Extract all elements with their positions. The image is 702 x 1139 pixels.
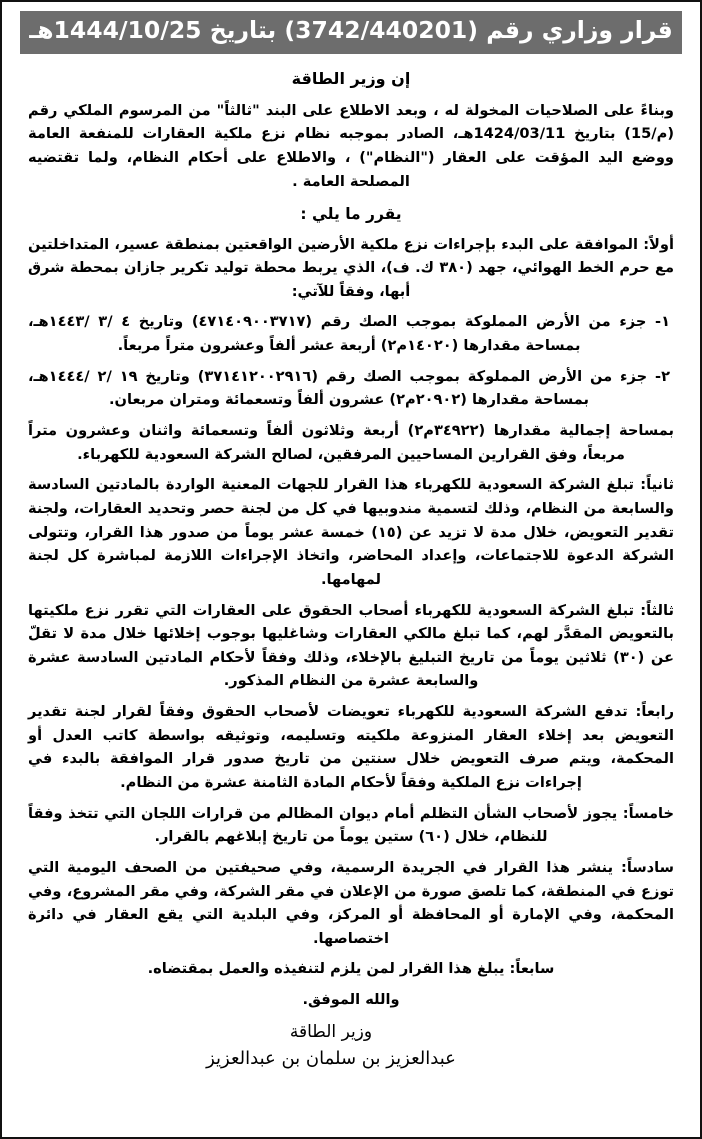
preamble-paragraph: وبناءً على الصلاحيات المخولة له ، وبعد الاطلاع على البند "ثالثاً" من المرسوم الملكي رقم (م/15) بتاريخ 1424/03/11هـ، الصادر بموجبه نظام نزع ملكية العقارات للمنفعة العامة ووضع اليد المؤقت على العقار ("النظام") ، والاطلاع على أحكام النظام، ولما تقتضيه المصلحة العامة . bbox=[28, 101, 674, 190]
decree-number-title: قرار وزاري رقم (3742/440201) بتاريخ 1444/10/25هـ bbox=[29, 16, 673, 44]
decree-header-banner bbox=[20, 11, 682, 54]
clause-second: ثانياً: تبلغ الشركة السعودية للكهرباء هذا القرار للجهات المعنية الواردة بالمادتين السادسة والسابعة من النظام، وذلك لتسمية مندوبيها في كل من لجنة حصر وتحديد العقارات، ولجنة تقدير التعويض، خلال مدة لا تزيد عن (١٥) خمسة عشر يوماً من صدور هذا القرار، وتتولى الشركة الدعوة للاجتماعات، وإعداد المحاضر، واتخاذ الإجراءات اللازمة لمباشرة كل لجنة لمهامها. bbox=[28, 476, 674, 588]
closing-invocation: والله الموفق. bbox=[302, 991, 400, 1009]
clause-seventh: سابعاً: يبلغ هذا القرار لمن يلزم لتنفيذه والعمل بمقتضاه. bbox=[147, 960, 555, 978]
decree-body bbox=[14, 67, 688, 1072]
page-inner bbox=[2, 2, 700, 1137]
clause-first-total-area: بمساحة إجمالية مقدارها (٣٤٩٢٢م٢) أربعة وثلاثون ألفاً وتسعمائة واثنان وعشرون متراً مربعاً، وفق القرارين المساحيين المرفقين، لصالح الشركة السعودية للكهرباء. bbox=[28, 422, 674, 463]
clause-first-item-1: ١- جزء من الأرض المملوكة بموجب الصك رقم (٤٧١٤٠٩٠٠٣٧١٧) وتاريخ ٤ /٣ /١٤٤٣هـ، بمساحة مقدارها (١٤٠٢٠م٢) أربعة عشر ألفاً وعشرون متراً مربعاً. bbox=[28, 313, 671, 355]
clause-first: أولاً: الموافقة على البدء بإجراءات نزع ملكية الأرضين الواقعتين بمنطقة عسير، المتداخلتين مع حرم الخط الهوائي، جهد (٣٨٠ ك. ف)، الذي يربط محطة توليد تكرير جازان بمحطة شرق أبها، وفقاً للآتي: bbox=[28, 235, 675, 300]
signatory-name: عبدالعزيز بن سلمان بن عبدالعزيز bbox=[206, 1047, 456, 1069]
clause-third: ثالثاً: تبلغ الشركة السعودية للكهرباء أصحاب الحقوق على العقارات التي تقرر نزع ملكيتها بالتعويض المقدَّر لهم، كما تبلغ مالكي العقارات وشاغليها بوجوب إخلائها خلال مدة لا تقلّ عن (٣٠) ثلاثين يوماً من تاريخ التبليغ بالإخلاء، وذلك وفقاً لأحكام المادتين السادسة عشرة والسابعة عشرة من النظام المذكور. bbox=[28, 601, 674, 690]
clause-fourth: رابعاً: تدفع الشركة السعودية للكهرباء تعويضات لأصحاب الحقوق وفقاً لقرار لجنة تقدير التعويض بعد إخلاء العقار المنزوعة ملكيته وتسليمه، وتوثيقه بواسطة كاتب العدل أو المحكمة، ويتم صرف التعويض خلال سنتين من تاريخ صدور قرار الموافقة بالبدء في إجراءات نزع الملكية وفقاً لأحكام المادة الثامنة عشرة من النظام. bbox=[28, 703, 674, 791]
signature-inner bbox=[206, 1020, 456, 1072]
signatory-role: وزير الطاقة bbox=[289, 1022, 373, 1043]
clause-first-item-2: ٢- جزء من الأرض المملوكة بموجب الصك رقم (٣٧١٤١٢٠٠٢٩١٦) وتاريخ ١٩ /٢ /١٤٤٤هـ، بمساحة مقدارها (٢٠٩٠٢م٢) عشرون ألفاً وتسعمائة ومتران مربعان. bbox=[28, 367, 670, 409]
clause-sixth: سادساً: ينشر هذا القرار في الجريدة الرسمية، وفي صحيفتين من الصحف اليومية التي توزع في المنطقة، كما تلصق صورة من الإعلان في مقر الشركة، وفي مقر المشروع، وفي المحكمة، وفي الإمارة أو المحافظة أو المركز، وفي البلدية التي يقع العقار في دائرة اختصاصها. bbox=[28, 858, 674, 947]
signature-block bbox=[28, 1020, 674, 1072]
clause-fifth: خامساً: يجوز لأصحاب الشأن التظلم أمام ديوان المظالم من قرارات اللجان التي تتخذ وفقاً للنظام، خلال (٦٠) ستين يوماً من تاريخ إبلاغهم بالقرار. bbox=[28, 804, 674, 846]
issuing-authority-line: إن وزير الطاقة bbox=[291, 68, 411, 88]
decides-label: يقرر ما يلي : bbox=[300, 205, 402, 224]
